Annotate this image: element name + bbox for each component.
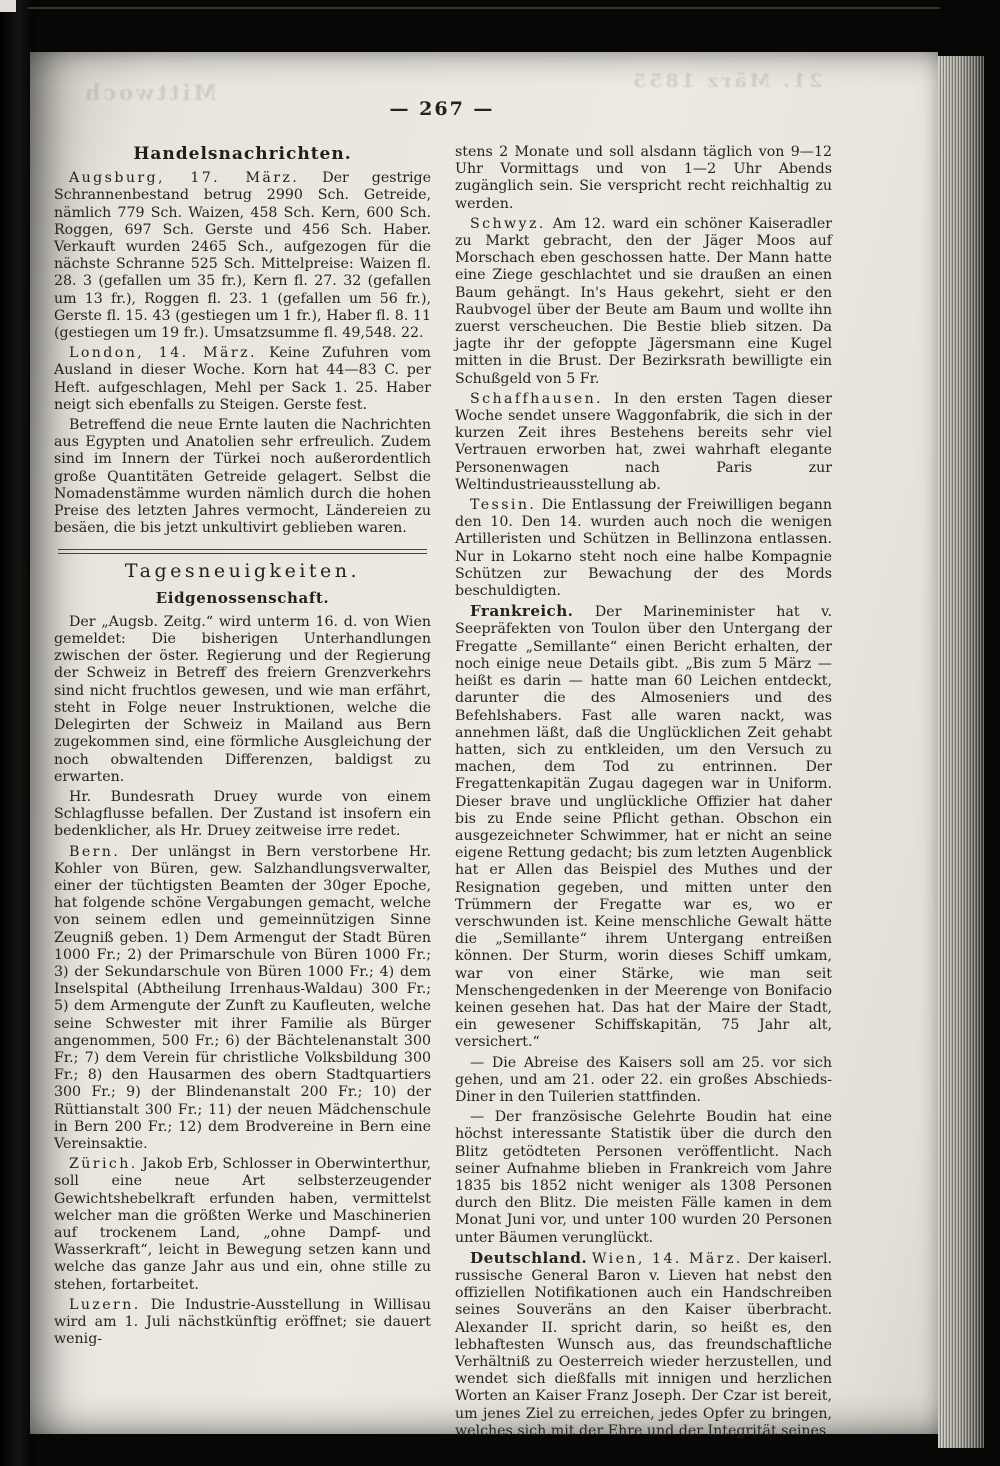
article-text: Jakob Erb, Schlosser in Oberwinterthur, soll eine neue Art selbsterzeugender Gewichtshebelkraft erfunden haben, vermittelst welcher man die größten Werke und Maschinerien auf trockenem Land, „ohne Dampf- und Wasserkraft“, leicht in Bewegung setzen kann und welche das ganze Jahr aus und ein, ohne stille zu stehen, fortarbeitet. [54,1156,432,1293]
article-text: Der „Augsb. Zeitg.“ wird unterm 16. d. von Wien gemeldet: Die bisherigen Unterhandlungen zwischen der öster. Regierung und der Regierung der Schweiz in Betreff des freiern Grenzverkehrs sind nicht fruchtlos gewesen, und wie man erfährt, steht in Folge neuer Instruktionen, welche die Delegirten der Schweiz in Mailand aus Bern zugekommen sind, eine förmliche Ausgleichung der noch obwaltenden Differenzen, baldigst zu erwarten. [54,613,431,785]
article-text: Der kaiserl. russische General Baron v. Lieven hat nebst den offiziellen Notifikationen auch ein Handschreiben seines Souveräns an den Kaiser überbracht. Alexander II. spricht darin, so heißt es, den lebhaftesten Wunsch aus, das freundschaftliche Verhältniß zu Oesterreich wieder herzustellen, und wendet sich dießfalls mit innigen und herzlichen Worten an Kaiser Franz Joseph. Der Czar ist bereit, um jenes Ziel zu erreichen, jedes Opfer zu bringen, welches sich mit der Ehre und der Integrität seines [455,1250,833,1439]
article-dateline: Augsburg, 17. März. [69,170,300,187]
article-text: Am 12. ward ein schöner Kaiseradler zu Markt gebracht, den der Jäger Moos auf Morschach eben geschossen hatte. Der Mann hatte eine Ziege geschlachtet und sie draußen an einen Baum gehängt. In's Haus gekehrt, sieht er den Raubvogel über der Beute am Baum und wollte ihn zuerst verscheuchen. Die Bestie blieb sitzen. Da jagte ihr der gefoppte Jägersmann eine Kugel mitten in die Brust. Der Bezirksrath bewilligte ein Schußgeld von 5 Fr. [455,215,832,387]
article-frankreich [455,603,832,1051]
article-london [54,345,431,414]
article-dateline: Bern. [69,843,121,860]
article-text: Keine Zufuhren vom Ausland in dieser Woche. Korn hat 44—83 C. per Heft. aufgeschlagen, Mehl per Sack 1. 25. Haber neigt sich ebenfalls zu Steigen. Gerste fest. [54,345,431,413]
scan-top-edge-line [28,7,940,9]
scan-corner-artifact [0,0,16,12]
article-text: Die Entlassung der Freiwilligen begann den 10. Den 14. wurden auch noch die wenigen Artilleristen und Schützen in Bellinzona entlassen. Nur in Lokarno steht noch eine halbe Kompagnie Schützen zur Bewachung der des Mords beschuldigten. [455,497,832,600]
article-augsb-zeitg [54,614,431,786]
article-dateline: Schwyz. [470,215,546,232]
page-number: — 267 — [389,98,495,120]
article-schaffhausen [455,391,832,494]
article-text: Die Industrie-Ausstellung in Willisau wird am 1. Juli nächstkünftig eröffnet; sie dauert wenig- [54,1296,431,1348]
article-text: Hr. Bundesrath Druey wurde von einem Schlagflusse befallen. Der Zustand ist insofern ein bedenklicher, als Hr. Druey zeitweise irre redet. [54,788,431,840]
article-text: — Die Abreise des Kaisers soll am 25. vor sich gehen, und am 21. oder 22. ein großes Abschieds-Diner in den Tuilerien stattfinden. [455,1054,832,1105]
show-through-text-right: 21. März 1855 [630,70,823,92]
newspaper-page [30,52,938,1439]
article-bundesrath-druey [54,789,431,841]
article-bern [54,844,431,1154]
show-through-text-left: Mittwoch [82,80,217,105]
article-text: Der Marineminister hat v. Seepräfekten von Toulon über den Untergang der Fregatte „Semillante“ einen Bericht erhalten, der noch einige neue Details gibt. „Bis zum 5 März — heißt es darin — hatte man 60 Leichen entdeckt, darunter die des Almoseniers und des Befehlshabers. Fast alle waren nackt, was annehmen läßt, daß die Unglücklichen Zeit gehabt hatten, sich zu entkleiden, um den Versuch zu machen, dem Tod zu entrinnen. Der Fregattenkapitän Zugau dagegen war in Uniform. Dieser brave und unglückliche Offizier hat daher bis zu Ende seine Pflicht gethan. Obschon ein ausgezeichneter Schwimmer, hat er nicht an seine eigene Rettung gedacht; bis zum letzten Augenblick hat er Allen das Beispiel des Muthes und der Resignation gegeben, und mitten unter den Trümmern der Fregatte war es, wo er verschwunden ist. Keine menschliche Gewalt hätte die „Semillante“ ihrem Untergang entreißen können. Der Sturm, worin dieses Schiff umkam, war von einer Stärke, wie man seit Menschengedenken in der Meerenge von Bonifacio keinen gesehen hat. Das hat der Maire der Stadt, ein gewesener Schiffskapitän, 75 Jahr alt, versichert.“ [455,604,832,1051]
article-schwyz [455,216,832,388]
article-dateline: Wien, 14. März. [591,1250,743,1267]
article-text: stens 2 Monate und soll alsdann täglich von 9—12 Uhr Vormittags und von 1—2 Uhr Abends zugänglich sein. Sie verspricht recht reichhaltig zu werden. [455,144,832,212]
section-title-tagesneuigkeiten: Tagesneuigkeiten. [124,560,361,583]
section-divider-rule [58,549,427,554]
article-zuerich [54,1156,431,1294]
article-deutschland [455,1250,832,1440]
section-title-handelsnachrichten: Handelsnachrichten. [133,144,352,164]
article-augsburg [54,170,431,342]
article-text: In den ersten Tagen dieser Woche sendet unsere Waggonfabrik, die sich in der kurzen Zeit ihres Bestehens bereits sehr viel Vertrauen erworben hat, zwei wahrhaft elegante Personenwagen nach Paris zur Weltindustrieausstellung ab. [455,390,833,493]
article-text: Betreffend die neue Ernte lauten die Nachrichten aus Egypten und Anatolien sehr erfreulich. Zudem sind im Innern der Türkei noch außerordentlich große Quantitäten Getreide gelagert. Selbst die Nomadenstämme wurden nämlich durch die hohen Preise des letzten Jahres vermocht, Ländereien zu besäen, die bis jetzt unkultivirt geblieben waren. [54,417,431,537]
country-heading-frankreich: Frankreich. [470,602,574,621]
article-dateline: Schaffhausen. [470,390,604,407]
article-text: Der gestrige Schrannenbestand betrug 2990 Sch. Getreide, nämlich 779 Sch. Waizen, 458 Sch. Kern, 600 Sch. Roggen, 697 Sch. Gerste und 456 Sch. Haber. Verkauft wurden 2465 Sch., aufgezogen für die nächste Schranne 525 Sch. Mittelpreise: Waizen fl. 28. 3 (gefallen um 35 fr.), Kern fl. 27. 32 (gefallen um 13 fr.), Roggen fl. 23. 1 (gefallen um 56 fr.), Gerste fl. 15. 43 (gestiegen um 1 fr.), Haber fl. 8. 11 (gestiegen um 19 fr.). Umsatzsumme fl. 49,548. 22. [54,170,431,342]
article-dateline: London, 14. März. [69,345,257,362]
article-kaiser-abreise [455,1055,832,1107]
article-blitz-statistik [455,1109,832,1247]
article-text: Der unlängst in Bern verstorbene Hr. Kohler von Büren, gew. Salzhandlungsverwalter, einer der tüchtigsten Beamten der 30ger Epoche, hat folgende schöne Vergabungen gemacht, welche von seinem edlen und gemeinnützigen Sinne Zeugniß geben. 1) Dem Armengut der Stadt Büren 1000 Fr.; 2) der Primarschule von Büren 1000 Fr.; 3) der Sekundarschule von Büren 1000 Fr.; 4) dem Inselspital (Abtheilung Irrenhaus-Waldau) 300 Fr.; 5) dem Armengute der Zunft zu Kaufleuten, welche seine Schwester mit ihrer Familie als Bürger angenommen, 500 Fr.; 6) der Bächtelenanstalt 300 Fr.; 7) dem Verein für christliche Volksbildung 300 Fr.; 8) den Hausarmen des obern Stadtquartiers 300 Fr.; 9) der Blindenanstalt 200 Fr.; 10) der Rüttianstalt 300 Fr.; 11) der neuen Mädchenschule in Bern 200 Fr.; 12) dem Brodvereine in Bern eine Vereinsaktie. [54,843,431,1152]
article-ernte [54,417,431,537]
article-text: — Der französische Gelehrte Boudin hat eine höchst interessante Statistik über die durch den Blitz getödteten Personen veröffentlicht. Nach seiner Aufnahme blieben in Frankreich vom Jahre 1835 bis 1852 nicht weniger als 1308 Personen durch den Blitz. Die meisten Fälle kamen in dem Monat Juni vor, und unter 100 wurden 20 Personen unter Bäumen verunglückt. [455,1109,832,1246]
article-dateline: Tessin. [470,497,537,514]
book-page-edges [938,56,984,1448]
subsection-title-eidgenossenschaft: Eidgenossenschaft. [155,588,330,607]
article-dateline: Zürich. [69,1156,138,1173]
book-spine-shadow [0,0,34,1466]
article-dateline: Luzern. [69,1296,141,1313]
article-luzern [54,1297,431,1349]
text-columns [30,120,938,1443]
country-heading-deutschland: Deutschland. [470,1248,588,1267]
right-column [455,144,832,1443]
article-tessin [455,497,832,600]
left-column [54,144,431,1443]
article-luzern-continuation [455,144,832,213]
